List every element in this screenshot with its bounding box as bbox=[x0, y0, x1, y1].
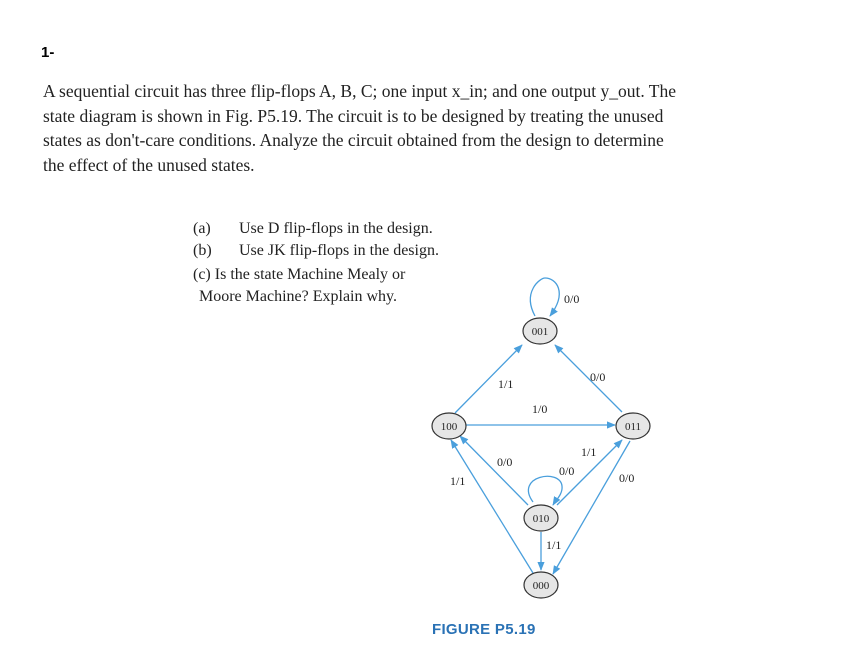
state-011 bbox=[616, 413, 650, 439]
state-011-label: 011 bbox=[624, 421, 642, 433]
part-c-line1: (c) Is the state Machine Mealy or bbox=[193, 266, 406, 283]
edge-loop-010 bbox=[528, 476, 562, 505]
state-010 bbox=[524, 505, 558, 531]
part-c-line2: Moore Machine? Explain why. bbox=[199, 288, 398, 305]
edge-000-100 bbox=[451, 440, 533, 573]
label-010-011: 1/1 bbox=[581, 445, 597, 459]
state-100-label: 100 bbox=[440, 421, 458, 433]
question-number: 1- bbox=[41, 44, 55, 61]
edge-011-001 bbox=[555, 345, 622, 412]
edge-loop-001 bbox=[530, 278, 559, 316]
label-loop-001: 0/0 bbox=[564, 292, 580, 306]
state-100 bbox=[432, 413, 466, 439]
label-011-000: 0/0 bbox=[619, 471, 635, 485]
state-010-label: 010 bbox=[532, 513, 550, 525]
label-011-001: 0/0 bbox=[590, 370, 606, 384]
label-100-011: 1/0 bbox=[532, 402, 548, 416]
problem-line: state diagram is shown in Fig. P5.19. The circuit is to be designed by treating the unused bbox=[43, 105, 664, 126]
state-000 bbox=[524, 572, 558, 598]
part-b-tag: (b) bbox=[193, 242, 212, 259]
problem-line: the effect of the unused states. bbox=[43, 154, 255, 175]
label-010-000: 1/1 bbox=[546, 538, 562, 552]
edge-011-000 bbox=[553, 441, 630, 574]
label-010-100: 0/0 bbox=[497, 455, 513, 469]
part-a-text: Use D flip-flops in the design. bbox=[239, 220, 433, 237]
state-001-label: 001 bbox=[531, 326, 549, 338]
state-001 bbox=[523, 318, 557, 344]
problem-line: A sequential circuit has three flip-flops A, B, C; one input x_in; and one output y_out. The bbox=[43, 81, 676, 101]
state-000-label: 000 bbox=[532, 580, 550, 592]
problem-line: states as don't-care conditions. Analyze the circuit obtained from the design to determine bbox=[43, 130, 664, 150]
label-000-100: 1/1 bbox=[450, 474, 466, 488]
figure-caption: FIGURE P5.19 bbox=[432, 621, 536, 638]
part-a-tag: (a) bbox=[193, 220, 211, 237]
label-100-001: 1/1 bbox=[498, 377, 514, 391]
part-b-text: Use JK flip-flops in the design. bbox=[239, 242, 439, 259]
label-loop-010: 0/0 bbox=[559, 464, 575, 478]
